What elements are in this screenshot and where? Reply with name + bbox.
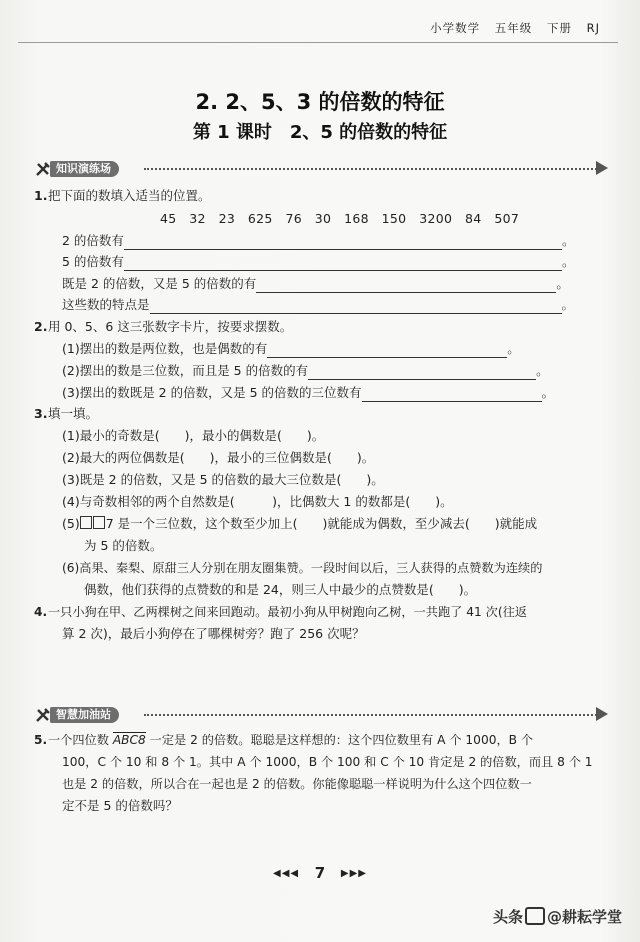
- q5-text: 一个四位数: [48, 733, 109, 747]
- arrow-head-icon: [596, 707, 608, 721]
- q4-number: 4.: [34, 605, 48, 619]
- row-label: 2 的倍数有: [62, 233, 124, 248]
- camera-icon: [525, 907, 545, 925]
- q1-row-multiples-of-2: [62, 232, 574, 250]
- q5-number: 5.: [34, 733, 48, 747]
- q4-line-2: 算 2 次)，最后小狗停在了哪棵树旁？跑了 256 次呢？: [62, 626, 365, 641]
- q5-line-4: 定不是 5 的倍数吗？: [62, 798, 178, 813]
- q3-item-6: (6)高果、秦梨、原甜三人分别在朋友圈集赞。一段时间以后，三人获得的点赞数为连续的: [62, 561, 543, 575]
- section-banner-practice: [34, 160, 614, 178]
- q3-item-3: (3)既是 2 的倍数，又是 5 的倍数的最大三位数是( )。: [62, 472, 384, 487]
- page-number-text: 7: [314, 864, 326, 882]
- answer-blank[interactable]: [150, 299, 562, 314]
- section-label: 智慧加油站: [50, 707, 119, 723]
- q2-number: 2.: [34, 319, 48, 334]
- q1-row-multiples-of-2-and-5: [62, 275, 569, 293]
- q2-text: 用 0、5、6 这三张数字卡片，按要求摆数。: [48, 319, 293, 334]
- answer-blank[interactable]: [124, 235, 562, 250]
- chapter-title: 2. 2、5、3 的倍数的特征: [195, 90, 445, 114]
- row-label: 这些数的特点是: [62, 297, 150, 312]
- q2-prompt: [34, 318, 293, 336]
- header-rule: [18, 42, 618, 43]
- row-end: 。: [561, 297, 575, 312]
- q3-item-2: (2)最大的两位偶数是( )，最小的三位偶数是( )。: [62, 450, 375, 465]
- row-end: 。: [507, 341, 520, 356]
- lesson-title: 第 1 课时 2、5 的倍数的特征: [192, 122, 448, 143]
- row-label: 5 的倍数有: [62, 254, 124, 269]
- item-text: (3)摆出的数既是 2 的倍数，又是 5 的倍数的三位数有: [62, 385, 362, 400]
- q1-row-multiples-of-5: [62, 253, 574, 271]
- item-index: (5): [62, 516, 80, 531]
- row-end: 。: [561, 254, 575, 269]
- right-arrows-icon: ▶▶▶: [340, 868, 367, 879]
- row-label: 既是 2 的倍数，又是 5 的倍数的有: [62, 276, 257, 291]
- subject-label: 小学数学: [430, 21, 481, 35]
- q5-overlined-number: ABC8: [112, 733, 146, 747]
- q3-prompt: [34, 405, 99, 423]
- q2-item-2: [62, 362, 549, 380]
- volume-label: 下册: [546, 21, 572, 35]
- q3-text: 填一填。: [48, 406, 99, 421]
- q3-number: 3.: [34, 406, 48, 421]
- q2-item-1: [62, 340, 520, 358]
- q3-item-5-cont: 为 5 的倍数。: [84, 538, 163, 553]
- digit-box[interactable]: [93, 516, 105, 529]
- row-end: 。: [536, 363, 549, 378]
- q1-number-list: 45 32 23 625 76 30 168 150 3200 84 507: [160, 211, 520, 226]
- q5-line-2: 100，C 个 10 和 8 个 1。其中 A 个 1000，B 个 100 和 C 个 10 肯定是 2 的倍数，而且 8 个 1: [62, 755, 593, 769]
- left-arrows-icon: ◀◀◀: [273, 868, 300, 879]
- q1-number: 1.: [34, 188, 48, 203]
- row-end: 。: [556, 276, 569, 291]
- item-text: (2)摆出的数是三位数，而且是 5 的倍数的有: [62, 363, 309, 378]
- watermark-source: 头条: [492, 908, 523, 926]
- answer-blank[interactable]: [362, 387, 542, 402]
- page-header: [420, 20, 600, 36]
- watermark-author: @耕耘学堂: [546, 908, 622, 926]
- dotted-divider: [144, 714, 600, 716]
- row-end: 。: [541, 385, 555, 400]
- section-label: 知识演练场: [50, 161, 119, 177]
- answer-blank[interactable]: [267, 343, 507, 358]
- dotted-divider: [144, 168, 600, 170]
- answer-blank[interactable]: [124, 256, 562, 271]
- q5-text: 一定是 2 的倍数。聪聪是这样想的：这个四位数里有 A 个 1000，B 个: [149, 733, 534, 747]
- answer-blank[interactable]: [308, 365, 536, 380]
- q5-line-3: 也是 2 的倍数，所以合在一起也是 2 的倍数。你能像聪聪一样说明为什么这个四位数一: [62, 777, 532, 791]
- answer-blank[interactable]: [256, 278, 556, 293]
- edition-label: RJ: [586, 21, 600, 35]
- q5-line-1: [34, 731, 534, 749]
- watermark: [493, 906, 622, 927]
- q3-item-1: (1)最小的奇数是( )，最小的偶数是( )。: [62, 428, 325, 443]
- digit-box[interactable]: [80, 516, 92, 529]
- item-text: 7 是一个三位数，这个数至少加上( )就能成为偶数，至少减去( )就能成: [105, 516, 538, 531]
- row-end: 。: [561, 233, 575, 248]
- q3-item-5: [62, 515, 537, 533]
- q3-item-4: (4)与奇数相邻的两个自然数是( )，比偶数大 1 的数都是( )。: [62, 494, 453, 509]
- arrow-head-icon: [596, 161, 608, 175]
- q1-row-feature: [62, 296, 574, 314]
- section-banner-wisdom: [34, 706, 614, 724]
- q4-line-1: [34, 603, 527, 621]
- q3-item-6-cont: 偶数，他们获得的点赞数的和是 24，则三人中最少的点赞数是( )。: [84, 582, 477, 597]
- grade-label: 五年级: [494, 21, 533, 35]
- page-number: [0, 864, 640, 882]
- q4-text: 一只小狗在甲、乙两棵树之间来回跑动。最初小狗从甲树跑向乙树，一共跑了 41 次(往返: [48, 605, 527, 619]
- item-text: (1)摆出的数是两位数，也是偶数的有: [62, 341, 268, 356]
- q2-item-3: [62, 384, 554, 402]
- q1-text: 把下面的数填入适当的位置。: [48, 188, 211, 203]
- q1-prompt: [34, 187, 211, 205]
